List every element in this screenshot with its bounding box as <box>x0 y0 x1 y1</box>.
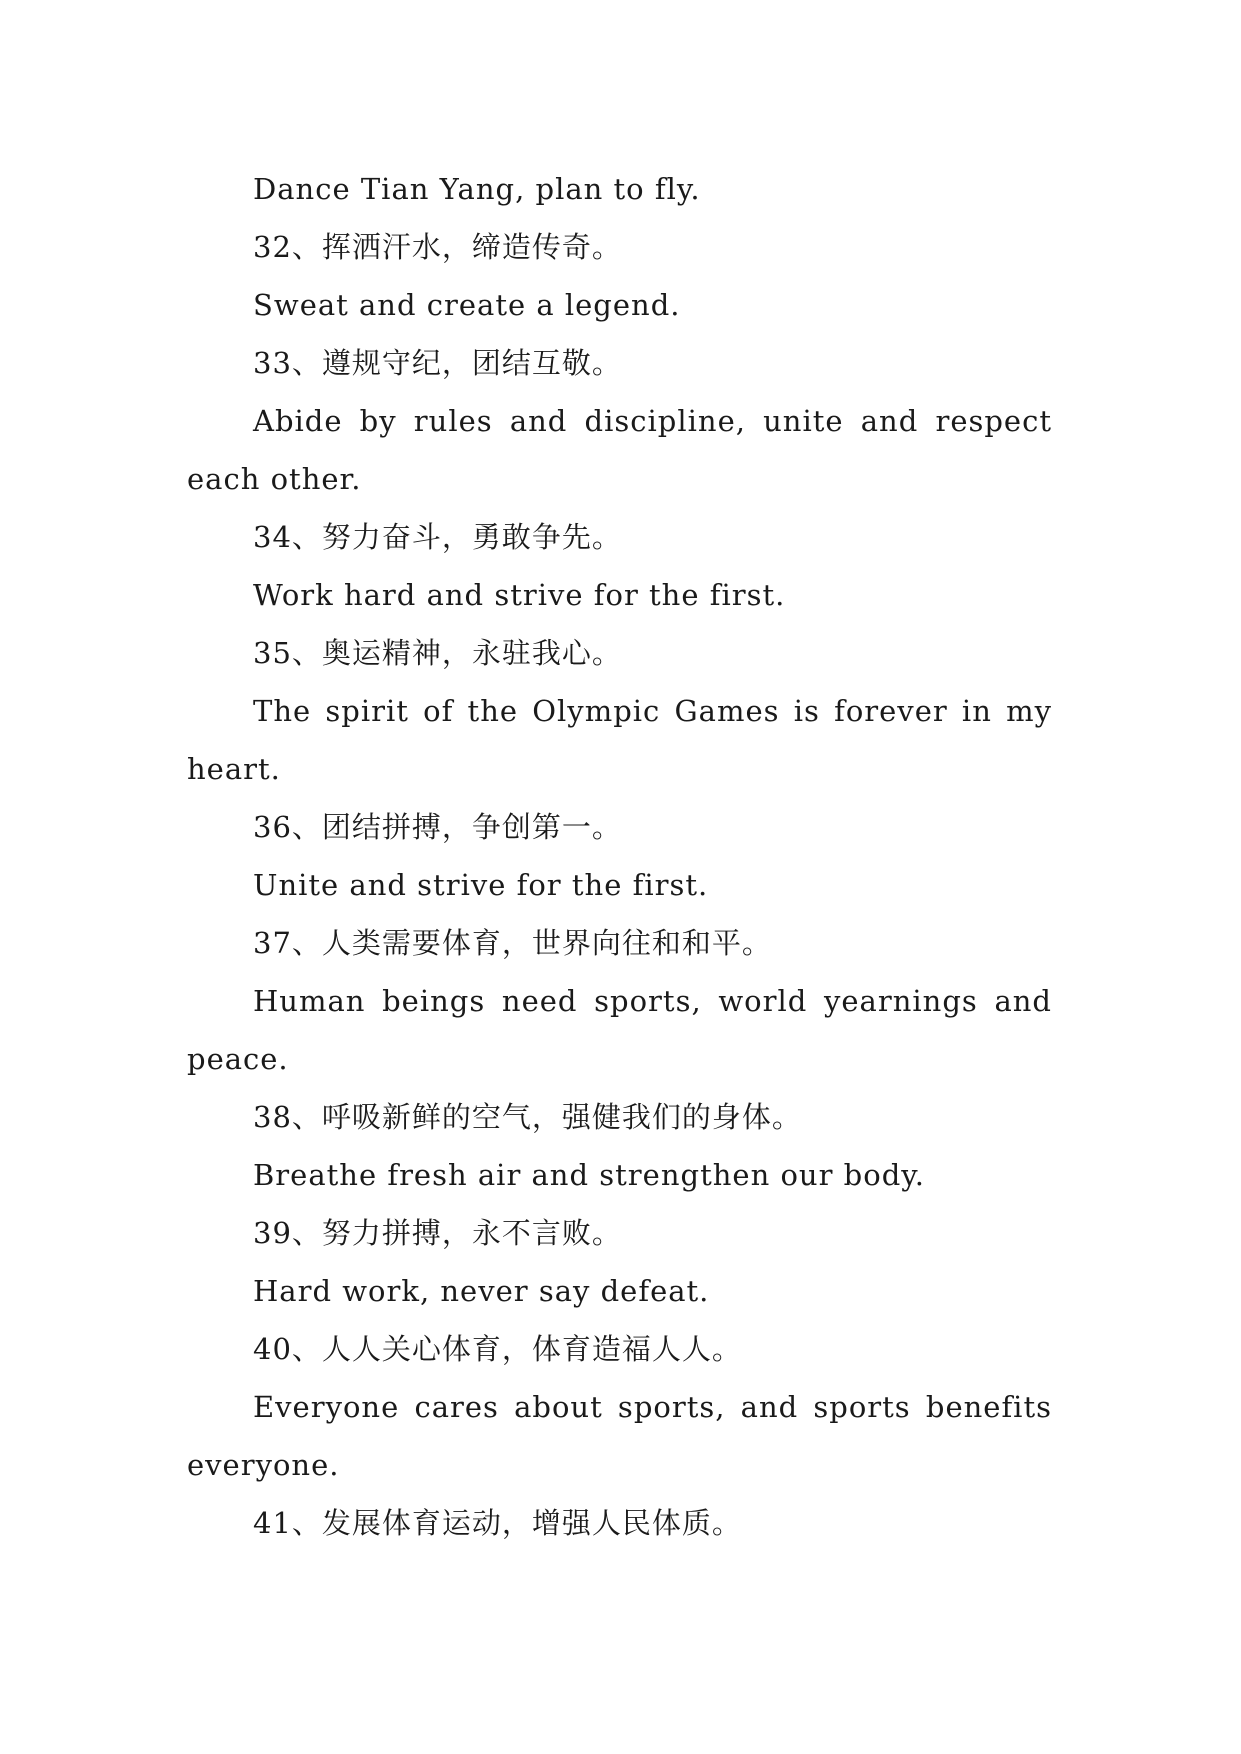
text-line: 37、人类需要体育，世界向往和和平。 <box>253 926 772 960</box>
text-line: 41、发展体育运动，增强人民体质。 <box>253 1506 742 1540</box>
text-line: 34、努力奋斗，勇敢争先。 <box>253 520 622 554</box>
text-line: 35、奥运精神，永驻我心。 <box>253 636 622 670</box>
text-line: 38、呼吸新鲜的空气，强健我们的身体。 <box>253 1100 802 1134</box>
text-paragraph: Human beings need sports, world yearnings and peace. <box>187 984 1052 1076</box>
text-line: 40、人人关心体育，体育造福人人。 <box>253 1332 742 1366</box>
text-line: 39、努力拼搏，永不言败。 <box>253 1216 622 1250</box>
text-line: Work hard and strive for the first. <box>253 578 786 612</box>
text-line: Sweat and create a legend. <box>253 288 681 322</box>
text-line: Dance Tian Yang, plan to fly. <box>253 172 701 206</box>
text-line: Breathe fresh air and strengthen our body. <box>253 1158 926 1192</box>
document-body <box>187 160 1052 1552</box>
text-line: 36、团结拼搏，争创第一。 <box>253 810 622 844</box>
text-line: Hard work, never say defeat. <box>253 1274 710 1308</box>
text-paragraph: The spirit of the Olympic Games is forever in my heart. <box>187 694 1052 786</box>
text-paragraph: Abide by rules and discipline, unite and respect each other. <box>187 404 1052 496</box>
text-paragraph: Everyone cares about sports, and sports benefits everyone. <box>187 1390 1052 1482</box>
text-line: 32、挥洒汗水，缔造传奇。 <box>253 230 622 264</box>
text-line: 33、遵规守纪，团结互敬。 <box>253 346 622 380</box>
text-line: Unite and strive for the first. <box>253 868 709 902</box>
